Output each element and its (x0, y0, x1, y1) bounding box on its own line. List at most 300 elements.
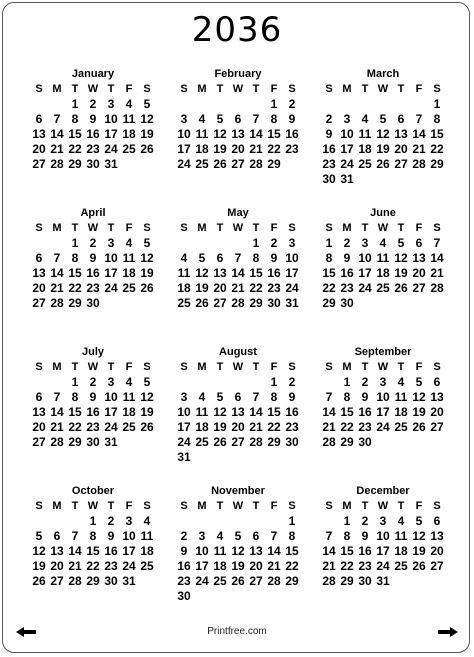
day-cell[interactable]: 16 (86, 405, 100, 419)
day-cell[interactable]: 30 (340, 296, 354, 310)
day-cell[interactable]: 2 (361, 375, 369, 389)
day-cell[interactable]: 20 (32, 142, 46, 156)
day-cell[interactable]: 20 (430, 544, 444, 558)
day-cell[interactable]: 29 (86, 574, 100, 588)
day-cell[interactable]: 14 (50, 127, 64, 141)
day-cell[interactable]: 16 (285, 405, 299, 419)
day-cell[interactable]: 20 (394, 142, 408, 156)
day-cell[interactable]: 8 (343, 390, 351, 404)
day-cell[interactable]: 5 (216, 390, 224, 404)
day-cell[interactable]: 23 (285, 420, 299, 434)
day-cell[interactable]: 23 (358, 559, 372, 573)
day-cell[interactable]: 21 (412, 142, 426, 156)
day-cell[interactable]: 23 (86, 281, 100, 295)
day-cell[interactable]: 4 (397, 375, 405, 389)
day-cell[interactable]: 20 (430, 405, 444, 419)
day-cell[interactable]: 16 (86, 127, 100, 141)
day-cell[interactable]: 10 (376, 529, 390, 543)
day-cell[interactable]: 20 (50, 559, 64, 573)
day-cell[interactable]: 1 (252, 236, 260, 250)
day-cell[interactable]: 3 (198, 529, 206, 543)
day-cell[interactable]: 22 (249, 281, 263, 295)
day-cell[interactable]: 7 (53, 251, 61, 265)
day-cell[interactable]: 13 (32, 405, 46, 419)
day-cell[interactable]: 26 (412, 559, 426, 573)
day-cell[interactable]: 30 (177, 589, 191, 603)
day-cell[interactable]: 17 (104, 266, 118, 280)
day-cell[interactable]: 12 (32, 544, 46, 558)
day-cell[interactable]: 12 (394, 251, 408, 265)
day-cell[interactable]: 6 (35, 112, 43, 126)
day-cell[interactable]: 28 (412, 157, 426, 171)
day-cell[interactable]: 30 (358, 435, 372, 449)
day-cell[interactable]: 9 (325, 127, 333, 141)
day-cell[interactable]: 28 (322, 574, 336, 588)
day-cell[interactable]: 16 (340, 266, 354, 280)
day-cell[interactable]: 17 (104, 405, 118, 419)
day-cell[interactable]: 21 (50, 420, 64, 434)
day-cell[interactable]: 1 (343, 375, 351, 389)
day-cell[interactable]: 17 (285, 266, 299, 280)
day-cell[interactable]: 18 (122, 405, 136, 419)
day-cell[interactable]: 2 (89, 236, 97, 250)
day-cell[interactable]: 26 (376, 157, 390, 171)
day-cell[interactable]: 4 (143, 514, 151, 528)
day-cell[interactable]: 13 (412, 251, 426, 265)
day-cell[interactable]: 25 (122, 420, 136, 434)
day-cell[interactable]: 1 (270, 97, 278, 111)
day-cell[interactable]: 27 (231, 435, 245, 449)
day-cell[interactable]: 25 (195, 157, 209, 171)
arrow-right-icon[interactable] (438, 627, 458, 637)
day-cell[interactable]: 28 (430, 281, 444, 295)
day-cell[interactable]: 15 (86, 544, 100, 558)
day-cell[interactable]: 15 (322, 266, 336, 280)
day-cell[interactable]: 13 (430, 390, 444, 404)
day-cell[interactable]: 7 (270, 529, 278, 543)
day-cell[interactable]: 27 (394, 157, 408, 171)
day-cell[interactable]: 24 (285, 281, 299, 295)
day-cell[interactable]: 19 (213, 142, 227, 156)
day-cell[interactable]: 11 (122, 251, 136, 265)
day-cell[interactable]: 16 (285, 127, 299, 141)
day-cell[interactable]: 13 (231, 127, 245, 141)
day-cell[interactable]: 14 (412, 127, 426, 141)
day-cell[interactable]: 9 (343, 251, 351, 265)
day-cell[interactable]: 10 (340, 127, 354, 141)
day-cell[interactable]: 27 (249, 574, 263, 588)
day-cell[interactable]: 21 (249, 420, 263, 434)
day-cell[interactable]: 27 (430, 420, 444, 434)
day-cell[interactable]: 20 (412, 266, 426, 280)
day-cell[interactable]: 17 (376, 405, 390, 419)
day-cell[interactable]: 11 (394, 529, 408, 543)
day-cell[interactable]: 24 (358, 281, 372, 295)
day-cell[interactable]: 2 (343, 236, 351, 250)
day-cell[interactable]: 14 (50, 405, 64, 419)
day-cell[interactable]: 2 (89, 97, 97, 111)
day-cell[interactable]: 22 (267, 420, 281, 434)
day-cell[interactable]: 24 (195, 574, 209, 588)
day-cell[interactable]: 2 (361, 514, 369, 528)
day-cell[interactable]: 19 (140, 127, 154, 141)
day-cell[interactable]: 2 (180, 529, 188, 543)
day-cell[interactable]: 12 (231, 544, 245, 558)
day-cell[interactable]: 28 (249, 435, 263, 449)
day-cell[interactable]: 8 (270, 112, 278, 126)
day-cell[interactable]: 17 (122, 544, 136, 558)
day-cell[interactable]: 13 (50, 544, 64, 558)
day-cell[interactable]: 5 (415, 375, 423, 389)
day-cell[interactable]: 7 (71, 529, 79, 543)
day-cell[interactable]: 8 (71, 251, 79, 265)
day-cell[interactable]: 3 (180, 112, 188, 126)
day-cell[interactable]: 30 (86, 296, 100, 310)
day-cell[interactable]: 6 (35, 251, 43, 265)
day-cell[interactable]: 7 (234, 251, 242, 265)
day-cell[interactable]: 15 (340, 544, 354, 558)
day-cell[interactable]: 23 (358, 420, 372, 434)
day-cell[interactable]: 23 (86, 142, 100, 156)
day-cell[interactable]: 29 (267, 435, 281, 449)
day-cell[interactable]: 1 (71, 97, 79, 111)
day-cell[interactable]: 17 (104, 127, 118, 141)
day-cell[interactable]: 3 (107, 236, 115, 250)
day-cell[interactable]: 20 (213, 281, 227, 295)
day-cell[interactable]: 11 (213, 544, 227, 558)
day-cell[interactable]: 28 (249, 157, 263, 171)
day-cell[interactable]: 12 (412, 390, 426, 404)
day-cell[interactable]: 27 (32, 157, 46, 171)
day-cell[interactable]: 6 (234, 390, 242, 404)
day-cell[interactable]: 30 (267, 296, 281, 310)
day-cell[interactable]: 14 (249, 405, 263, 419)
day-cell[interactable]: 19 (412, 405, 426, 419)
day-cell[interactable]: 5 (397, 236, 405, 250)
day-cell[interactable]: 29 (430, 157, 444, 171)
day-cell[interactable]: 10 (122, 529, 136, 543)
day-cell[interactable]: 22 (340, 559, 354, 573)
day-cell[interactable]: 19 (394, 266, 408, 280)
day-cell[interactable]: 31 (104, 157, 118, 171)
day-cell[interactable]: 24 (340, 157, 354, 171)
day-cell[interactable]: 21 (68, 559, 82, 573)
day-cell[interactable]: 30 (285, 435, 299, 449)
day-cell[interactable]: 10 (104, 112, 118, 126)
day-cell[interactable]: 5 (35, 529, 43, 543)
day-cell[interactable]: 15 (430, 127, 444, 141)
day-cell[interactable]: 8 (89, 529, 97, 543)
day-cell[interactable]: 22 (68, 420, 82, 434)
day-cell[interactable]: 6 (234, 112, 242, 126)
day-cell[interactable]: 14 (430, 251, 444, 265)
day-cell[interactable]: 17 (177, 420, 191, 434)
day-cell[interactable]: 27 (412, 281, 426, 295)
day-cell[interactable]: 12 (140, 112, 154, 126)
day-cell[interactable]: 27 (50, 574, 64, 588)
day-cell[interactable]: 3 (379, 514, 387, 528)
day-cell[interactable]: 12 (213, 405, 227, 419)
day-cell[interactable]: 23 (267, 281, 281, 295)
day-cell[interactable]: 6 (433, 514, 441, 528)
day-cell[interactable]: 21 (322, 559, 336, 573)
day-cell[interactable]: 12 (412, 529, 426, 543)
day-cell[interactable]: 15 (340, 405, 354, 419)
day-cell[interactable]: 11 (140, 529, 154, 543)
day-cell[interactable]: 7 (433, 236, 441, 250)
day-cell[interactable]: 5 (216, 112, 224, 126)
day-cell[interactable]: 5 (234, 529, 242, 543)
day-cell[interactable]: 6 (433, 375, 441, 389)
day-cell[interactable]: 5 (143, 375, 151, 389)
day-cell[interactable]: 27 (32, 435, 46, 449)
day-cell[interactable]: 9 (89, 112, 97, 126)
day-cell[interactable]: 15 (285, 544, 299, 558)
day-cell[interactable]: 18 (358, 142, 372, 156)
day-cell[interactable]: 14 (322, 544, 336, 558)
day-cell[interactable]: 22 (68, 281, 82, 295)
day-cell[interactable]: 4 (125, 236, 133, 250)
day-cell[interactable]: 25 (213, 574, 227, 588)
day-cell[interactable]: 11 (376, 251, 390, 265)
day-cell[interactable]: 19 (376, 142, 390, 156)
day-cell[interactable]: 24 (177, 157, 191, 171)
day-cell[interactable]: 9 (361, 529, 369, 543)
day-cell[interactable]: 24 (104, 420, 118, 434)
day-cell[interactable]: 9 (270, 251, 278, 265)
day-cell[interactable]: 7 (325, 390, 333, 404)
day-cell[interactable]: 14 (231, 266, 245, 280)
day-cell[interactable]: 29 (340, 574, 354, 588)
day-cell[interactable]: 28 (50, 157, 64, 171)
day-cell[interactable]: 23 (340, 281, 354, 295)
day-cell[interactable]: 1 (71, 375, 79, 389)
day-cell[interactable]: 26 (213, 435, 227, 449)
day-cell[interactable]: 25 (140, 559, 154, 573)
day-cell[interactable]: 30 (358, 574, 372, 588)
day-cell[interactable]: 5 (143, 97, 151, 111)
day-cell[interactable]: 5 (415, 514, 423, 528)
day-cell[interactable]: 18 (177, 281, 191, 295)
day-cell[interactable]: 21 (50, 281, 64, 295)
day-cell[interactable]: 20 (231, 142, 245, 156)
day-cell[interactable]: 12 (195, 266, 209, 280)
day-cell[interactable]: 29 (68, 296, 82, 310)
day-cell[interactable]: 3 (379, 375, 387, 389)
day-cell[interactable]: 29 (285, 574, 299, 588)
day-cell[interactable]: 9 (89, 390, 97, 404)
day-cell[interactable]: 4 (216, 529, 224, 543)
day-cell[interactable]: 25 (122, 142, 136, 156)
day-cell[interactable]: 13 (249, 544, 263, 558)
day-cell[interactable]: 26 (140, 420, 154, 434)
day-cell[interactable]: 18 (394, 405, 408, 419)
day-cell[interactable]: 18 (122, 127, 136, 141)
day-cell[interactable]: 16 (104, 544, 118, 558)
day-cell[interactable]: 26 (412, 420, 426, 434)
day-cell[interactable]: 26 (32, 574, 46, 588)
day-cell[interactable]: 11 (195, 127, 209, 141)
day-cell[interactable]: 7 (325, 529, 333, 543)
day-cell[interactable]: 9 (180, 544, 188, 558)
day-cell[interactable]: 27 (430, 559, 444, 573)
day-cell[interactable]: 8 (270, 390, 278, 404)
day-cell[interactable]: 19 (213, 420, 227, 434)
day-cell[interactable]: 16 (86, 266, 100, 280)
day-cell[interactable]: 17 (340, 142, 354, 156)
day-cell[interactable]: 14 (68, 544, 82, 558)
day-cell[interactable]: 5 (143, 236, 151, 250)
day-cell[interactable]: 28 (50, 296, 64, 310)
day-cell[interactable]: 30 (86, 435, 100, 449)
footer-credit[interactable]: Printfree.com (207, 626, 267, 637)
day-cell[interactable]: 3 (107, 97, 115, 111)
day-cell[interactable]: 14 (50, 266, 64, 280)
day-cell[interactable]: 18 (140, 544, 154, 558)
day-cell[interactable]: 13 (394, 127, 408, 141)
day-cell[interactable]: 3 (343, 112, 351, 126)
day-cell[interactable]: 28 (50, 435, 64, 449)
day-cell[interactable]: 8 (433, 112, 441, 126)
day-cell[interactable]: 21 (322, 420, 336, 434)
day-cell[interactable]: 4 (379, 236, 387, 250)
day-cell[interactable]: 16 (358, 544, 372, 558)
day-cell[interactable]: 24 (104, 281, 118, 295)
day-cell[interactable]: 23 (104, 559, 118, 573)
day-cell[interactable]: 3 (180, 390, 188, 404)
day-cell[interactable]: 6 (252, 529, 260, 543)
day-cell[interactable]: 11 (177, 266, 191, 280)
day-cell[interactable]: 14 (249, 127, 263, 141)
day-cell[interactable]: 17 (177, 142, 191, 156)
day-cell[interactable]: 22 (285, 559, 299, 573)
day-cell[interactable]: 13 (430, 529, 444, 543)
day-cell[interactable]: 4 (125, 97, 133, 111)
day-cell[interactable]: 8 (288, 529, 296, 543)
day-cell[interactable]: 19 (231, 559, 245, 573)
day-cell[interactable]: 25 (195, 435, 209, 449)
day-cell[interactable]: 20 (249, 559, 263, 573)
day-cell[interactable]: 31 (285, 296, 299, 310)
day-cell[interactable]: 24 (122, 559, 136, 573)
day-cell[interactable]: 9 (288, 390, 296, 404)
day-cell[interactable]: 30 (104, 574, 118, 588)
day-cell[interactable]: 13 (32, 127, 46, 141)
day-cell[interactable]: 4 (198, 390, 206, 404)
day-cell[interactable]: 11 (122, 390, 136, 404)
day-cell[interactable]: 18 (394, 544, 408, 558)
day-cell[interactable]: 6 (415, 236, 423, 250)
day-cell[interactable]: 19 (195, 281, 209, 295)
day-cell[interactable]: 2 (270, 236, 278, 250)
day-cell[interactable]: 10 (104, 390, 118, 404)
day-cell[interactable]: 8 (252, 251, 260, 265)
day-cell[interactable]: 23 (322, 157, 336, 171)
day-cell[interactable]: 4 (198, 112, 206, 126)
day-cell[interactable]: 13 (213, 266, 227, 280)
day-cell[interactable]: 12 (140, 251, 154, 265)
day-cell[interactable]: 19 (412, 544, 426, 558)
day-cell[interactable]: 25 (376, 281, 390, 295)
day-cell[interactable]: 12 (213, 127, 227, 141)
day-cell[interactable]: 3 (107, 375, 115, 389)
day-cell[interactable]: 13 (32, 266, 46, 280)
day-cell[interactable]: 18 (195, 142, 209, 156)
day-cell[interactable]: 19 (32, 559, 46, 573)
day-cell[interactable]: 25 (394, 420, 408, 434)
day-cell[interactable]: 25 (394, 559, 408, 573)
day-cell[interactable]: 25 (358, 157, 372, 171)
day-cell[interactable]: 24 (376, 420, 390, 434)
day-cell[interactable]: 10 (195, 544, 209, 558)
day-cell[interactable]: 1 (433, 97, 441, 111)
day-cell[interactable]: 8 (71, 390, 79, 404)
day-cell[interactable]: 31 (376, 574, 390, 588)
day-cell[interactable]: 17 (195, 559, 209, 573)
day-cell[interactable]: 15 (68, 405, 82, 419)
day-cell[interactable]: 28 (231, 296, 245, 310)
day-cell[interactable]: 31 (104, 435, 118, 449)
day-cell[interactable]: 11 (358, 127, 372, 141)
day-cell[interactable]: 15 (68, 127, 82, 141)
day-cell[interactable]: 14 (322, 405, 336, 419)
day-cell[interactable]: 15 (249, 266, 263, 280)
day-cell[interactable]: 20 (231, 420, 245, 434)
day-cell[interactable]: 20 (32, 281, 46, 295)
day-cell[interactable]: 22 (430, 142, 444, 156)
day-cell[interactable]: 4 (180, 251, 188, 265)
day-cell[interactable]: 16 (177, 559, 191, 573)
day-cell[interactable]: 26 (140, 281, 154, 295)
day-cell[interactable]: 3 (361, 236, 369, 250)
day-cell[interactable]: 8 (325, 251, 333, 265)
day-cell[interactable]: 11 (394, 390, 408, 404)
day-cell[interactable]: 29 (340, 435, 354, 449)
day-cell[interactable]: 22 (267, 142, 281, 156)
day-cell[interactable]: 17 (376, 544, 390, 558)
day-cell[interactable]: 26 (231, 574, 245, 588)
day-cell[interactable]: 3 (288, 236, 296, 250)
day-cell[interactable]: 22 (340, 420, 354, 434)
day-cell[interactable]: 21 (267, 559, 281, 573)
day-cell[interactable]: 21 (249, 142, 263, 156)
day-cell[interactable]: 30 (86, 157, 100, 171)
day-cell[interactable]: 15 (267, 405, 281, 419)
day-cell[interactable]: 13 (231, 405, 245, 419)
day-cell[interactable]: 31 (122, 574, 136, 588)
day-cell[interactable]: 20 (32, 420, 46, 434)
day-cell[interactable]: 28 (322, 435, 336, 449)
day-cell[interactable]: 27 (213, 296, 227, 310)
day-cell[interactable]: 31 (177, 450, 191, 464)
day-cell[interactable]: 29 (267, 157, 281, 171)
day-cell[interactable]: 10 (177, 127, 191, 141)
day-cell[interactable]: 7 (252, 112, 260, 126)
day-cell[interactable]: 21 (430, 266, 444, 280)
day-cell[interactable]: 27 (32, 296, 46, 310)
day-cell[interactable]: 10 (104, 251, 118, 265)
day-cell[interactable]: 26 (140, 142, 154, 156)
day-cell[interactable]: 16 (267, 266, 281, 280)
day-cell[interactable]: 19 (140, 405, 154, 419)
day-cell[interactable]: 6 (53, 529, 61, 543)
day-cell[interactable]: 7 (53, 390, 61, 404)
day-cell[interactable]: 6 (216, 251, 224, 265)
day-cell[interactable]: 26 (394, 281, 408, 295)
day-cell[interactable]: 7 (415, 112, 423, 126)
day-cell[interactable]: 27 (231, 157, 245, 171)
day-cell[interactable]: 14 (267, 544, 281, 558)
